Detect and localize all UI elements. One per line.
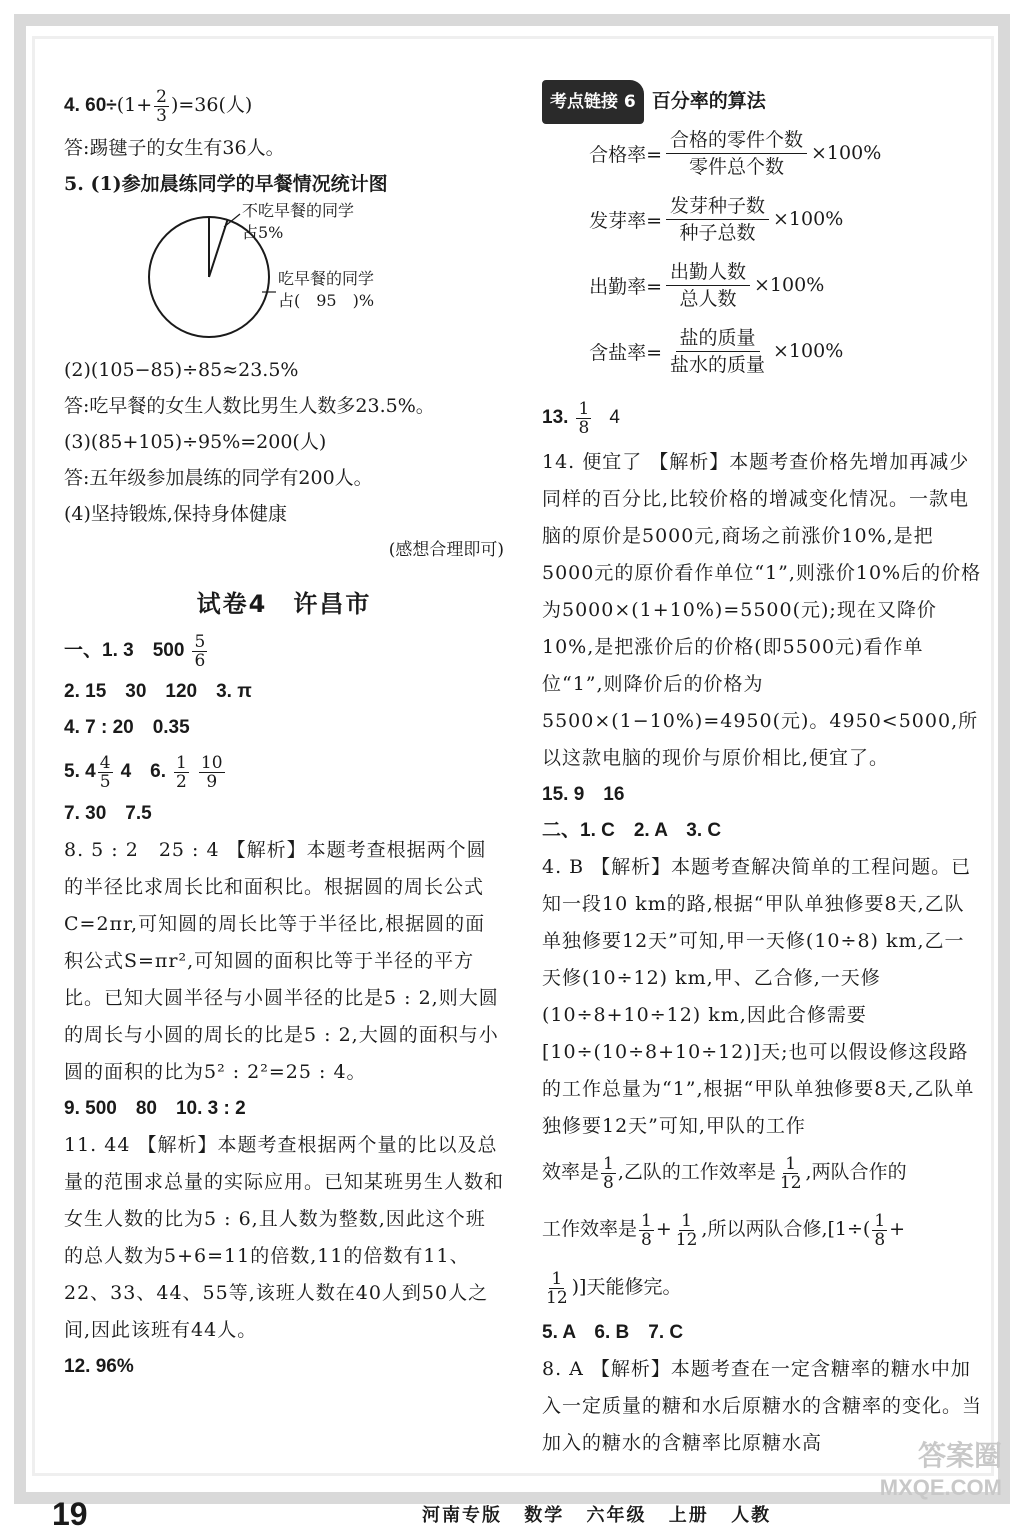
pie-divider-2 [209,220,228,277]
fraction: $\frac{1}{2}$ [176,752,187,792]
answer-14: 14. 便宜了 【解析】本题考查价格先增加再减少同样的百分比,比较价格的增减变化情况。一款电脑的原价是5000元,商场之前涨价10%,是把5000元的原价看作单位“1”,则涨价10%后的价格为5000×(1+10%)=5500(元);现在又降价10%,是把涨价后的价格(即5500元)看作单位“1”,则降价后的价格为5500×(1−10%)=4950(元)。4950<5000,所以这款电脑的现价与原价相比,便宜了。 [542,451,982,769]
answer-q5-2-conclusion: 答:吃早餐的女生人数比男生人数多23.5%。 [64,395,435,417]
fraction: $\frac{10}{9}$ [200,752,223,792]
left-column [64,80,504,1385]
answer-2-5-7: 5. A 6. B 7. C [542,1322,684,1343]
fraction: $\frac{1}{8}$ [874,1210,886,1250]
answer-q5-4: (4)坚持锻炼,保持身体健康 [64,503,287,525]
fraction: $\frac{4}{5}$ [99,752,111,792]
answer-1-7: 7. 30 7.5 [64,803,152,824]
fraction: $\frac{1}{8}$ [578,398,590,438]
fraction: $\frac{1}{12}$ [546,1268,568,1308]
answer-2-4-work: 工作效率是 $\frac{1}{8}$ + $\frac{1}{12}$ ,所以两队合修,[1÷( $\frac{1}{8}$ + [542,1210,906,1250]
answer-2-4-efficiency: 效率是 $\frac{1}{8}$ ,乙队的工作效率是 $\frac{1}{12}$ ,两队合作的 [542,1153,907,1193]
answer-q5-title: 5. (1)参加晨练同学的早餐情况统计图 [64,173,388,195]
answer-1-8: 8. 5 : 2 25 : 4 【解析】本题考查根据两个圆的半径比求周长比和面积比。根据圆的周长公式C=2πr,可知圆的周长比等于半径比,根据圆的面积公式S=πr²,可知圆的面积比等于半径的平方比。已知大圆半径与小圆半径的比是5 : 2,则大圆的周长与小圆的周长的比是5 : 2,大圆的面积与小圆的面积的比为5² : 2²=25 : 4。 [64,839,499,1083]
answer-2-4: 4. B 【解析】本题考查解决简单的工程问题。已知一段10 km的路,根据“甲队单独修要8天,乙队单独修要12天”可知,甲一天修(10÷8) km,乙一天修(10÷12) km,甲、乙合修,一天修(10÷8+10÷12) km,因此合修需要[10÷(10÷8+10÷12)]天;也可以假设修这段路的工作总量为“1”,根据“甲队单独修要8天,乙队单独修要12天”可知,甲队的工作 [542,856,975,1137]
answer-1-11: 11. 44 【解析】本题考查根据两个量的比以及总量的范围求总量的实际应用。已知某班男生人数和女生人数的比为5 : 6,且人数为整数,因此这个班的总人数为5+6=11的倍数,11的倍数有11、22、33、44、55等,该班人数在40人到50人之间,因此该班有44人。 [64,1134,505,1341]
answer-q5-2: (2)(105−85)÷85≈23.5% [64,359,299,381]
watermark-logo: 答案圈 MXQE.COM [879,1440,1002,1500]
answer-15: 15. 9 16 [542,784,625,805]
right-column [542,80,982,1462]
answer-q5-note: (感想合理即可) [388,540,504,560]
page-footer [52,1496,982,1532]
answer-2-1-3: 二、1. C 2. A 3. C [542,820,722,841]
answer-1-4: 4. 7 : 20 0.35 [64,717,190,738]
footer-text: 河南专版 数学 六年级 上册 人教 [422,1505,772,1526]
fraction: $\frac{1}{8}$ [603,1153,614,1193]
pie-chart [64,202,504,352]
answer-13: 13. $\frac{1}{8}$ 4 [542,398,620,438]
fraction: $\frac{5}{6}$ [194,631,206,671]
knowledge-link-header: 考点链接 6 百分率的算法 [542,80,982,120]
answer-1-2-3: 2. 15 30 120 3. π [64,681,252,702]
fraction: $\frac{1}{8}$ [641,1210,652,1250]
answer-2-8: 8. A 【解析】本题考查在一定含糖率的糖水中加入一定质量的糖和水后原糖水的含糖率的变化。当加入的糖水的含糖率比原糖水高 [542,1358,983,1454]
formula-germination-rate: 发芽率= 发芽种子数 种子总数 ×100% [589,194,844,244]
answer-1-5-6: 5. 4 $\frac{4}{5}$ 4 6. $\frac{1}{2}$ $\frac{10}{9}$ [64,752,223,792]
fraction: $\frac{1}{12}$ [675,1210,698,1250]
pie-label-eating: 吃早餐的同学 占( 95 )% [278,269,375,310]
formula-salt-rate: 含盐率= 盐的质量 盐水的质量 ×100% [589,326,844,376]
answer-1-1: 一、1. 3 500 $\frac{5}{6}$ [64,631,206,671]
answer-1-12: 12. 96% [64,1356,134,1377]
formula-pass-rate: 合格率= 合格的零件个数 零件总个数 ×100% [589,128,882,178]
answer-q4: 4. 60÷(1+ $\frac{2}{3}$ )=36(人) [64,86,253,126]
answer-2-4-tail: $\frac{1}{12}$ )]天能修完。 [546,1268,682,1308]
pie-label-not-eating: 不吃早餐的同学 占5% [242,201,355,242]
page-number: 19 [52,1495,88,1532]
answer-1-9-10: 9. 500 80 10. 3 : 2 [64,1098,246,1119]
fraction: $\frac{2}{3}$ [156,86,167,126]
section-title: 试卷4 许昌市 [196,590,372,618]
formula-attendance-rate: 出勤率= 出勤人数 总人数 ×100% [589,260,825,310]
answer-q5-3: (3)(85+105)÷95%=200(人) [64,431,327,453]
answer-q5-3-conclusion: 答:五年级参加晨练的同学有200人。 [64,467,373,489]
knowledge-link-badge: 考点链接 6 [542,80,644,124]
fraction: $\frac{1}{12}$ [779,1153,802,1193]
answer-q4-conclusion: 答:踢毽子的女生有36人。 [64,137,285,159]
